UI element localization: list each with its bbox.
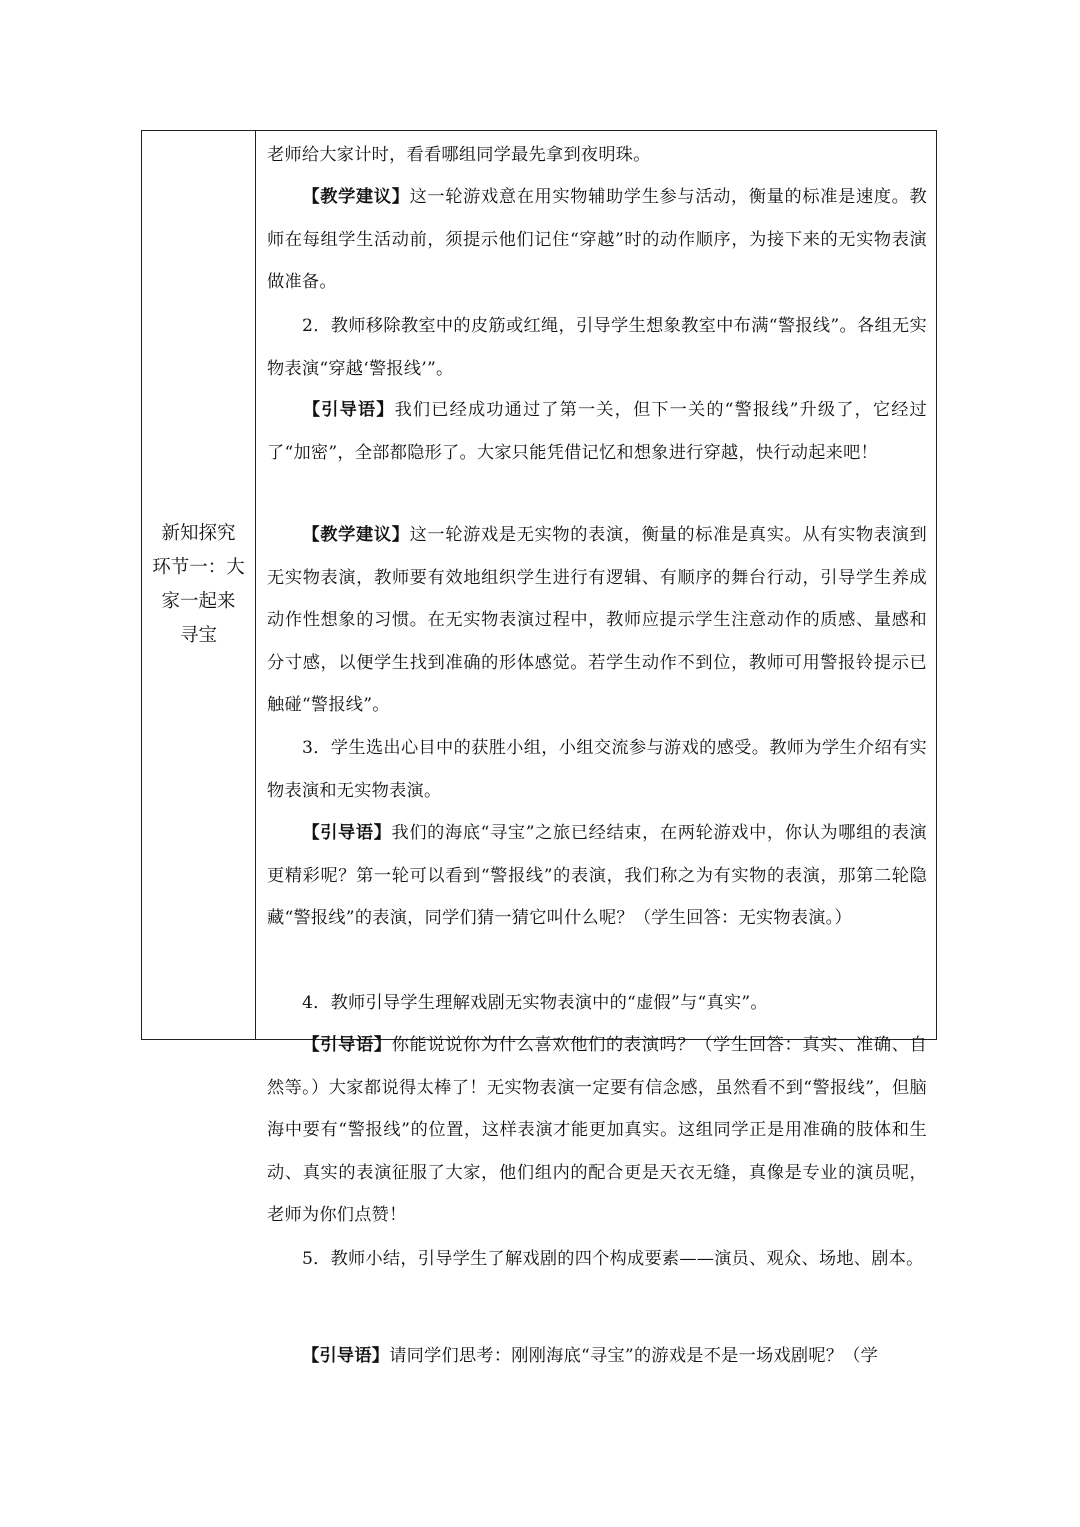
paragraph: 【教学建议】这一轮游戏意在用实物辅助学生参与活动，衡量的标准是速度。教师在每组学生活动前，须提示他们记住“穿越”时的动作顺序，为接下来的无实物表演做准备。 xyxy=(267,187,927,292)
section-label-cell xyxy=(142,131,255,1039)
paragraph: 【引导语】我们的海底“寻宝”之旅已经结束，在两轮游戏中，你认为哪组的表演更精彩呢？第一轮可以看到“警报线”的表演，我们称之为有实物的表演，那第二轮隐藏“警报线”的表演，同学们猜一猜它叫什么呢？（学生回答：无实物表演。） xyxy=(267,823,927,928)
section-label-line: 寻宝 xyxy=(179,625,217,646)
section-label-line: 家一起来 xyxy=(161,591,236,612)
section-label-line: 新知探究 xyxy=(161,523,236,544)
paragraph: 【教学建议】这一轮游戏是无实物的表演，衡量的标准是真实。从有实物表演到无实物表演，教师要有效地组织学生进行有逻辑、有顺序的舞台行动，引导学生养成动作性想象的习惯。在无实物表演过程中，教师应提示学生注意动作的质感、量感和分寸感，以便学生找到准确的形体感觉。若学生动作不到位，教师可用警报铃提示已触碰“警报线”。 xyxy=(267,525,927,715)
section-label-line: 环节一：大 xyxy=(152,557,245,578)
lesson-table xyxy=(141,130,937,1366)
paragraph: 3．学生选出心目中的获胜小组，小组交流参与游戏的感受。教师为学生介绍有实物表演和无实物表演。 xyxy=(267,738,927,801)
paragraph: 5．教师小结，引导学生了解戏剧的四个构成要素——演员、观众、场地、剧本。 xyxy=(302,1249,924,1269)
paragraph: 【引导语】你能说说你为什么喜欢他们的表演吗？（学生回答：真实、准确、自然等。）大家都说得太棒了！无实物表演一定要有信念感，虽然看不到“警报线”，但脑海中要有“警报线”的位置，这样表演才能更加真实。这组同学正是用准确的肢体和生动、真实的表演征服了大家，他们组内的配合更是天衣无缝，真像是专业的演员呢，老师为你们点赞！ xyxy=(267,1035,927,1225)
content-cell xyxy=(256,131,936,1366)
paragraph: 【引导语】我们已经成功通过了第一关，但下一关的“警报线”升级了，它经过了“加密”，全部都隐形了。大家只能凭借记忆和想象进行穿越，快行动起来吧！ xyxy=(267,400,927,463)
paragraph: 老师给大家计时，看看哪组同学最先拿到夜明珠。 xyxy=(267,145,651,165)
paragraph: 4．教师引导学生理解戏剧无实物表演中的“虚假”与“真实”。 xyxy=(302,993,768,1013)
paragraph: 【引导语】请同学们思考：刚刚海底“寻宝”的游戏是不是一场戏剧呢？（学 xyxy=(302,1346,879,1366)
paragraph: 2．教师移除教室中的皮筋或红绳，引导学生想象教室中布满“警报线”。各组无实物表演“穿越‘警报线’”。 xyxy=(267,316,927,379)
